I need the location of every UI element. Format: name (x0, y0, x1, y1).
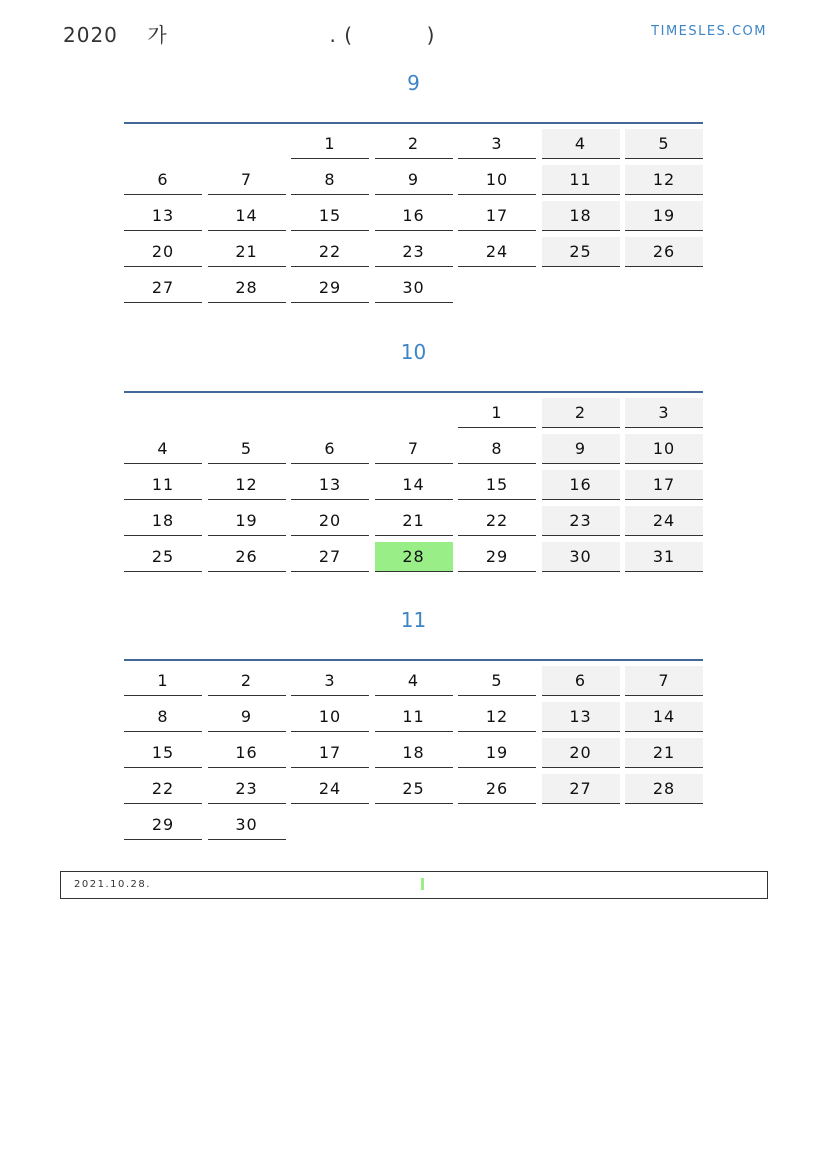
week-row (124, 129, 703, 159)
month-rule (124, 391, 703, 393)
week-row (124, 666, 703, 696)
month-rule (124, 122, 703, 124)
day-cell[interactable]: 3 (625, 398, 703, 428)
week-row (124, 542, 703, 572)
day-cell[interactable]: 4 (124, 434, 202, 464)
day-cell[interactable]: 13 (291, 470, 369, 500)
today-marker (421, 878, 424, 890)
day-cell[interactable]: 22 (291, 237, 369, 267)
week-row (124, 434, 703, 464)
day-cell[interactable]: 24 (625, 506, 703, 536)
day-cell[interactable]: 26 (625, 237, 703, 267)
day-cell[interactable]: 13 (542, 702, 620, 732)
day-cell[interactable]: 8 (458, 434, 536, 464)
day-cell[interactable]: 28 (625, 774, 703, 804)
site-link[interactable]: TIMESLES.COM (651, 24, 767, 39)
day-cell[interactable]: 19 (625, 201, 703, 231)
month-november (124, 605, 703, 846)
day-cell[interactable]: 6 (291, 434, 369, 464)
week-row (124, 398, 703, 428)
day-cell-empty (291, 810, 369, 840)
month-october (124, 337, 703, 578)
day-cell[interactable]: 2 (542, 398, 620, 428)
day-cell[interactable]: 16 (208, 738, 286, 768)
day-cell[interactable]: 25 (542, 237, 620, 267)
day-cell[interactable]: 14 (208, 201, 286, 231)
day-cell[interactable]: 30 (375, 273, 453, 303)
footer-date: 2021.10.28. (74, 879, 151, 890)
day-cell-empty (542, 273, 620, 303)
day-cell[interactable]: 29 (124, 810, 202, 840)
day-cell[interactable]: 28 (375, 542, 453, 572)
month-title: 11 (400, 608, 427, 632)
day-cell-empty (625, 810, 703, 840)
day-cell[interactable]: 21 (375, 506, 453, 536)
day-cell-empty (542, 810, 620, 840)
day-cell[interactable]: 7 (375, 434, 453, 464)
day-cell-empty (458, 810, 536, 840)
week-row (124, 738, 703, 768)
day-cell[interactable]: 10 (625, 434, 703, 464)
day-cell-empty (208, 398, 286, 428)
day-cell[interactable]: 2 (375, 129, 453, 159)
day-cell[interactable]: 11 (124, 470, 202, 500)
day-cell[interactable]: 6 (124, 165, 202, 195)
day-cell[interactable]: 4 (542, 129, 620, 159)
day-cell[interactable]: 13 (124, 201, 202, 231)
day-cell[interactable]: 8 (291, 165, 369, 195)
day-cell-empty (208, 129, 286, 159)
day-cell[interactable]: 18 (375, 738, 453, 768)
day-cell[interactable]: 4 (375, 666, 453, 696)
month-title: 9 (407, 71, 420, 95)
day-cell[interactable]: 29 (291, 273, 369, 303)
day-cell[interactable]: 25 (375, 774, 453, 804)
day-cell[interactable]: 14 (375, 470, 453, 500)
day-cell[interactable]: 16 (375, 201, 453, 231)
day-cell[interactable]: 28 (208, 273, 286, 303)
footer-box (60, 871, 768, 899)
day-cell[interactable]: 27 (124, 273, 202, 303)
day-cell[interactable]: 12 (458, 702, 536, 732)
day-cell[interactable]: 30 (208, 810, 286, 840)
day-cell[interactable]: 14 (625, 702, 703, 732)
day-cell-empty (375, 398, 453, 428)
day-cell[interactable]: 10 (458, 165, 536, 195)
day-cell[interactable]: 8 (124, 702, 202, 732)
month-grid (124, 129, 703, 303)
day-cell[interactable]: 23 (208, 774, 286, 804)
day-cell[interactable]: 20 (291, 506, 369, 536)
week-row (124, 237, 703, 267)
day-cell[interactable]: 7 (208, 165, 286, 195)
month-title: 10 (400, 340, 427, 364)
day-cell[interactable]: 11 (375, 702, 453, 732)
day-cell[interactable]: 21 (625, 738, 703, 768)
month-rule (124, 659, 703, 661)
day-cell[interactable]: 19 (458, 738, 536, 768)
day-cell[interactable]: 24 (458, 237, 536, 267)
day-cell[interactable]: 30 (542, 542, 620, 572)
day-cell[interactable]: 15 (124, 738, 202, 768)
day-cell[interactable]: 5 (625, 129, 703, 159)
day-cell[interactable]: 1 (291, 129, 369, 159)
day-cell[interactable]: 24 (291, 774, 369, 804)
week-row (124, 470, 703, 500)
month-september (124, 68, 703, 309)
day-cell[interactable]: 23 (375, 237, 453, 267)
day-cell[interactable]: 6 (542, 666, 620, 696)
day-cell[interactable]: 17 (458, 201, 536, 231)
month-grid (124, 398, 703, 572)
day-cell[interactable]: 25 (124, 542, 202, 572)
day-cell-empty (124, 129, 202, 159)
day-cell[interactable]: 19 (208, 506, 286, 536)
day-cell[interactable]: 1 (458, 398, 536, 428)
day-cell[interactable]: 12 (208, 470, 286, 500)
day-cell[interactable]: 1 (124, 666, 202, 696)
day-cell[interactable]: 16 (542, 470, 620, 500)
day-cell[interactable]: 3 (291, 666, 369, 696)
day-cell[interactable]: 27 (542, 774, 620, 804)
week-row (124, 774, 703, 804)
week-row (124, 273, 703, 303)
page-title: 2020 가 . ( ) (63, 23, 436, 47)
week-row (124, 165, 703, 195)
week-row (124, 506, 703, 536)
day-cell[interactable]: 11 (542, 165, 620, 195)
day-cell[interactable]: 9 (375, 165, 453, 195)
day-cell[interactable]: 23 (542, 506, 620, 536)
day-cell[interactable]: 9 (208, 702, 286, 732)
day-cell[interactable]: 7 (625, 666, 703, 696)
day-cell[interactable]: 17 (291, 738, 369, 768)
day-cell[interactable]: 27 (291, 542, 369, 572)
day-cell[interactable]: 26 (208, 542, 286, 572)
day-cell-empty (375, 810, 453, 840)
day-cell[interactable]: 18 (542, 201, 620, 231)
week-row (124, 702, 703, 732)
day-cell[interactable]: 18 (124, 506, 202, 536)
day-cell-empty (124, 398, 202, 428)
day-cell[interactable]: 17 (625, 470, 703, 500)
week-row (124, 201, 703, 231)
day-cell[interactable]: 22 (124, 774, 202, 804)
day-cell[interactable]: 15 (458, 470, 536, 500)
day-cell[interactable]: 29 (458, 542, 536, 572)
day-cell-empty (458, 273, 536, 303)
week-row (124, 810, 703, 840)
day-cell-empty (291, 398, 369, 428)
day-cell[interactable]: 2 (208, 666, 286, 696)
day-cell[interactable]: 9 (542, 434, 620, 464)
day-cell[interactable]: 5 (208, 434, 286, 464)
day-cell[interactable]: 26 (458, 774, 536, 804)
day-cell-empty (625, 273, 703, 303)
day-cell[interactable]: 12 (625, 165, 703, 195)
day-cell[interactable]: 5 (458, 666, 536, 696)
day-cell[interactable]: 10 (291, 702, 369, 732)
month-grid (124, 666, 703, 840)
day-cell[interactable]: 15 (291, 201, 369, 231)
page-header (0, 0, 827, 60)
day-cell[interactable]: 22 (458, 506, 536, 536)
day-cell[interactable]: 3 (458, 129, 536, 159)
day-cell[interactable]: 20 (124, 237, 202, 267)
day-cell[interactable]: 31 (625, 542, 703, 572)
day-cell[interactable]: 21 (208, 237, 286, 267)
day-cell[interactable]: 20 (542, 738, 620, 768)
